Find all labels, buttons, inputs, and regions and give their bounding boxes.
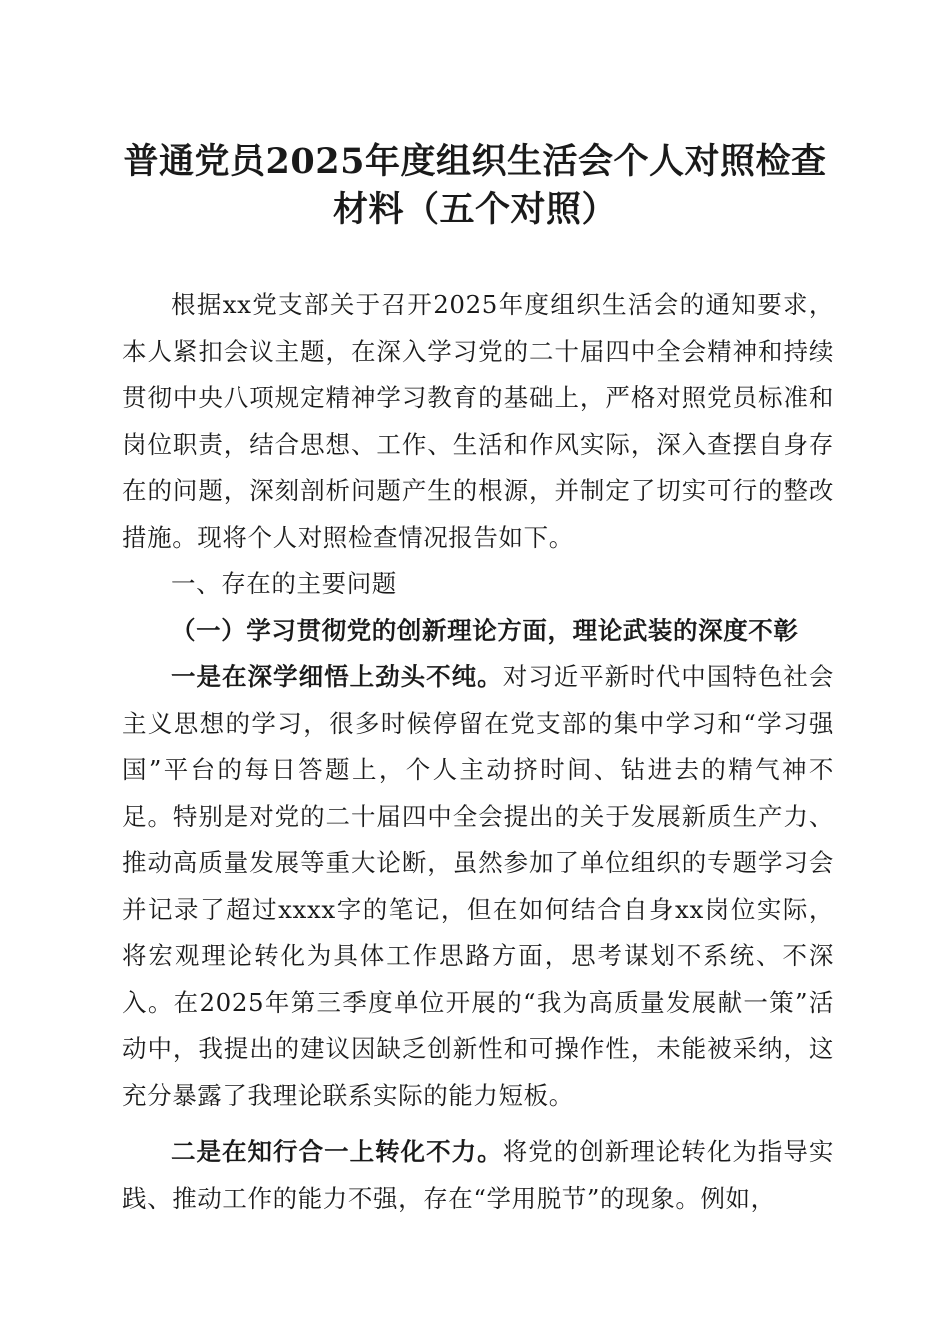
document-body	[122, 282, 834, 1222]
point-2-body: 将党的创新理论转化为指导实践、推动工作的能力不强，存在“学用脱节”的现象。例如，	[122, 1137, 834, 1213]
title-line-1: 普通党员2025年度组织生活会个人对照检查	[123, 141, 827, 182]
point-1-lead: 一是在深学细悟上劲头不纯。	[171, 662, 503, 691]
subsection-heading: （一）学习贯彻党的创新理论方面，理论武装的深度不彰	[171, 615, 799, 645]
intro-paragraph: 根据xx党支部关于召开2025年度组织生活会的通知要求，本人紧扣会议主题，在深入学习党的二十届四中全会精神和持续贯彻中央八项规定精神学习教育的基础上，严格对照党员标准和岗位职责，结合思想、工作、生活和作风实际，深入查摆自身存在的问题，深刻剖析问题产生的根源，并制定了切实可行的整改措施。现将个人对照检查情况报告如下。	[122, 290, 834, 552]
point-1-paragraph	[122, 654, 834, 1119]
paragraph-gap	[122, 1119, 834, 1129]
point-1-body: 对习近平新时代中国特色社会主义思想的学习，很多时候停留在党支部的集中学习和“学习强国”平台的每日答题上，个人主动挤时间、钻进去的精气神不足。特别是对党的二十届四中全会提出的关于发展新质生产力、推动高质量发展等重大论断，虽然参加了单位组织的专题学习会并记录了超过xxxx字的笔记，但在如何结合自身xx岗位实际，将宏观理论转化为具体工作思路方面，思考谋划不系统、不深入。在2025年第三季度单位开展的“我为高质量发展献一策”活动中，我提出的建议因缺乏创新性和可操作性，未能被采纳，这充分暴露了我理论联系实际的能力短板。	[122, 662, 834, 1110]
title-line-2: 材料（五个对照）	[332, 189, 617, 230]
document-title	[120, 138, 830, 234]
section-heading: 一、存在的主要问题	[171, 569, 397, 598]
point-2-paragraph	[122, 1129, 834, 1222]
point-2-lead: 二是在知行合一上转化不力。	[171, 1137, 503, 1166]
